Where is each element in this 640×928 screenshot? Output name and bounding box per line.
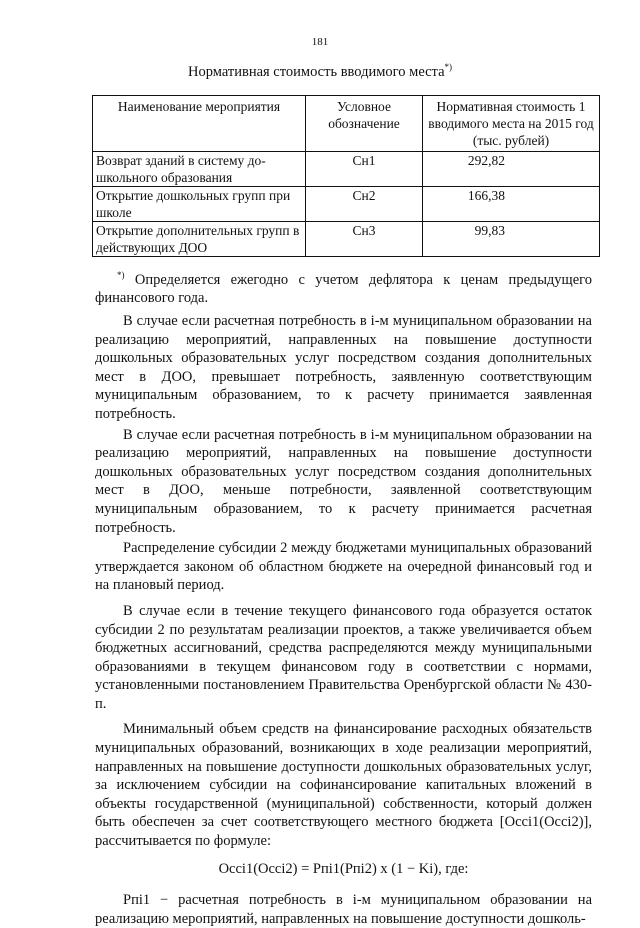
paragraph: В случае если в течение текущего финансового года образуется остаток субсидии 2 по результатам реализации проектов, а также увеличивается объем бюджетных ассигнований, средства распределяются между муниципальными образованиями в текущем финансовом году в соответствии с нормами, установленными постановлением Правительства Оренбургской области № 430-п. [95,602,592,712]
row-cost: 292,82 [423,152,600,187]
paragraph: В случае если расчетная потребность в i-м муниципальном образовании на реализацию мероприятий, направленных на повышение доступности дошкольных образовательных услуг посредством создания дополнительных мест в ДОО, превышает потребность, заявленную соответствующим муниципальным образованием, то к расчету принимается заявленная потребность. [95,313,592,422]
table-row [93,152,600,187]
paragraph-definition: Pпi1 − расчетная потребность в i-м муниципальном образовании на реализацию мероприятий, направленных на повышение доступности дошколь- [95,892,592,927]
row-code: Сн2 [306,187,423,222]
row-event-name: Возврат зданий в систему до-школьного образования [93,152,306,187]
body-text [95,266,592,928]
paragraph: Минимальный объем средств на финансирование расходных обязательств муниципальных образований, возникающих в ходе реализации мероприятий, направленных на повышение доступности дошкольных образовательных услуг, за исключением субсидии на софинансирование капитальных вложений в объекты государственной (муниципальной) собственности, который должен быть обеспечен за счет соответствующего местного бюджета [Occi1(Occi2)], рассчитывается по формуле: [95,721,592,850]
table-row [93,222,600,257]
header-cost: Нормативная стоимость 1 вводимого места на 2015 год (тыс. рублей) [423,96,600,152]
footnote [95,266,592,308]
page-number: 181 [311,36,329,48]
table-header-row [93,96,600,152]
table-title-text: Нормативная стоимость вводимого места [187,63,445,80]
table-title-footnote-marker: *) [444,62,453,72]
footnote-text: Определяется ежегодно с учетом дефлятора к ценам предыдущего финансового года. [95,271,592,307]
row-event-name: Открытие дополнительных групп в действующих ДОО [93,222,306,257]
footnote-marker: *) [117,270,125,280]
formula: Occi1(Occi2) = Pпi1(Pпi2) x (1 − Ki), где: [218,860,469,877]
cost-table [92,95,600,257]
header-code: Условное обозначение [306,96,423,152]
row-code: Сн1 [306,152,423,187]
table-title [0,62,640,81]
paragraph: В случае если расчетная потребность в i-м муниципальном образовании на реализацию мероприятий, направленных на повышение доступности дошкольных образовательных услуг посредством создания дополнительных мест в ДОО, меньше потребности, заявленной соответствующим муниципальным образованием, то к расчету принимается расчетная потребность. [95,426,592,536]
row-cost: 99,83 [423,222,600,257]
row-event-name: Открытие дошкольных групп при школе [93,187,306,222]
row-code: Сн3 [306,222,423,257]
row-cost: 166,38 [423,187,600,222]
table-row [93,187,600,222]
header-event-name: Наименование мероприятия [93,96,306,152]
paragraph: Распределение субсидии 2 между бюджетами муниципальных образований утверждается законом об областном бюджете на очередной финансовый год и на плановый период. [95,540,592,594]
